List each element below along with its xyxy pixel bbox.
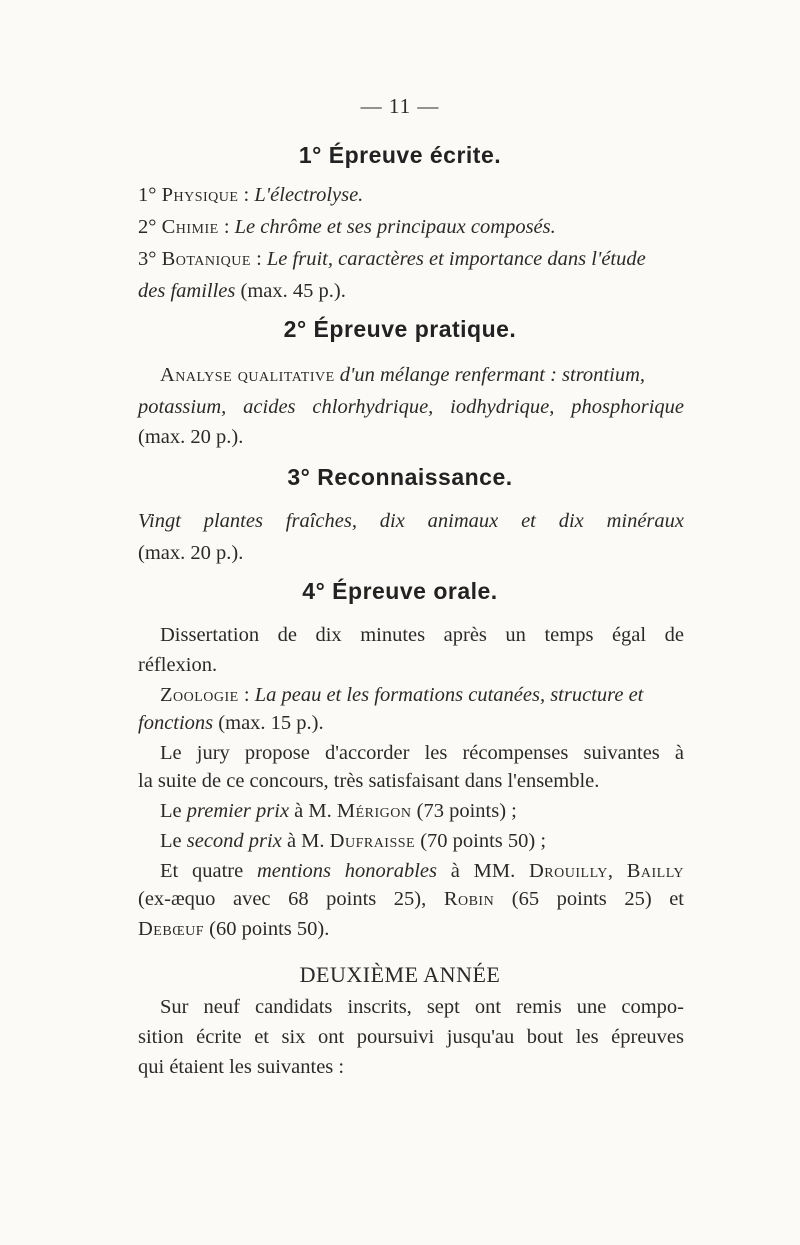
text-fragment: (60 points 50). [204, 918, 330, 940]
text-fragment: (65 points 25) et [494, 888, 684, 910]
laureate-name: Dufraisse [329, 830, 416, 852]
max-points: (max. 45 p.). [235, 280, 346, 302]
heading-epreuve-ecrite: 1° Épreuve écrite. [298, 142, 502, 168]
text-line: Le jury propose d'accorder les récompenses suivantes à [160, 742, 684, 764]
topic: Vingt plantes fraîches, dix animaux et dix minéraux [138, 510, 684, 532]
text-fragment: (ex-æquo avec 68 points 25), [138, 888, 444, 910]
topic: Le chrôme et ses principaux composés. [234, 216, 556, 238]
laureate-name: Bailly [626, 860, 684, 882]
text-line [138, 180, 684, 210]
page-number: — 11 — [360, 94, 440, 118]
laureate-name: Drouilly [529, 860, 608, 882]
prize-name: mentions honorables [256, 860, 438, 882]
subject-label: Physique [161, 184, 239, 206]
topic: fonctions [138, 712, 214, 734]
item-number: 1° [138, 184, 157, 206]
text-line: qui étaient les suivantes : [138, 1056, 345, 1078]
subject-label: Botanique [161, 248, 251, 270]
subject-label: Analyse qualitative [160, 364, 335, 386]
text-line [138, 212, 684, 242]
text-line [138, 538, 684, 568]
text-fragment: à M. [281, 830, 330, 852]
text-line [160, 796, 684, 826]
text-fragment: Le [160, 800, 187, 822]
text-line [160, 826, 684, 856]
max-points: (max. 20 p.). [138, 542, 244, 564]
topic: Le fruit, caractères et importance dans l'étude [266, 248, 646, 270]
text-line: Dissertation de dix minutes après un temps égal de [160, 624, 684, 646]
text-line [138, 422, 684, 452]
text-fragment: Le [160, 830, 187, 852]
topic: L'électrolyse. [254, 184, 364, 206]
subject-label: Chimie [161, 216, 219, 238]
text-line [160, 680, 684, 710]
laureate-name: Robin [443, 888, 495, 910]
prize-name: second prix [186, 830, 282, 852]
colon: : [238, 184, 255, 206]
heading-epreuve-pratique: 2° Épreuve pratique. [283, 316, 517, 342]
text-line [138, 392, 684, 422]
colon: : [250, 248, 267, 270]
text-line: sition écrite et six ont poursuivi jusqu'au bout les épreuves [138, 1026, 684, 1048]
text-line [160, 360, 684, 390]
text-line [138, 506, 684, 536]
text-fragment: (70 points 50) ; [415, 830, 547, 852]
heading-reconnaissance: 3° Reconnaissance. [287, 464, 513, 490]
text-fragment: à M. [289, 800, 337, 822]
text-fragment: à MM. [437, 860, 529, 882]
topic: potassium, acides chlorhydrique, iodhydrique, phosphorique [138, 396, 684, 418]
topic: La peau et les formations cutanées, structure et [254, 684, 644, 706]
text-line [138, 914, 684, 944]
colon: : [218, 216, 235, 238]
item-number: 2° [138, 216, 157, 238]
text-line [138, 276, 684, 306]
text-line [138, 708, 684, 738]
topic: d'un mélange renfermant : strontium, [334, 364, 646, 386]
text-line [138, 244, 684, 274]
text-line: la suite de ce concours, très satisfaisant dans l'ensemble. [138, 770, 600, 792]
heading-deuxieme-annee: DEUXIÈME ANNÉE [299, 962, 501, 987]
subject-label: Zoologie [160, 684, 239, 706]
colon: : [238, 684, 255, 706]
topic: des familles [138, 280, 236, 302]
text-fragment: (73 points) ; [411, 800, 517, 822]
text-fragment: , [607, 860, 627, 882]
text-line: Sur neuf candidats inscrits, sept ont remis une compo- [160, 996, 684, 1018]
max-points: (max. 20 p.). [138, 426, 244, 448]
text-fragment: Et quatre [160, 860, 257, 882]
heading-epreuve-orale: 4° Épreuve orale. [302, 578, 498, 604]
item-number: 3° [138, 248, 157, 270]
laureate-name: Mérigon [336, 800, 412, 822]
prize-name: premier prix [186, 800, 290, 822]
text-line [160, 856, 684, 886]
text-line: réflexion. [138, 654, 218, 676]
laureate-name: Debœuf [138, 918, 205, 940]
text-line [138, 884, 684, 914]
max-points: (max. 15 p.). [213, 712, 324, 734]
